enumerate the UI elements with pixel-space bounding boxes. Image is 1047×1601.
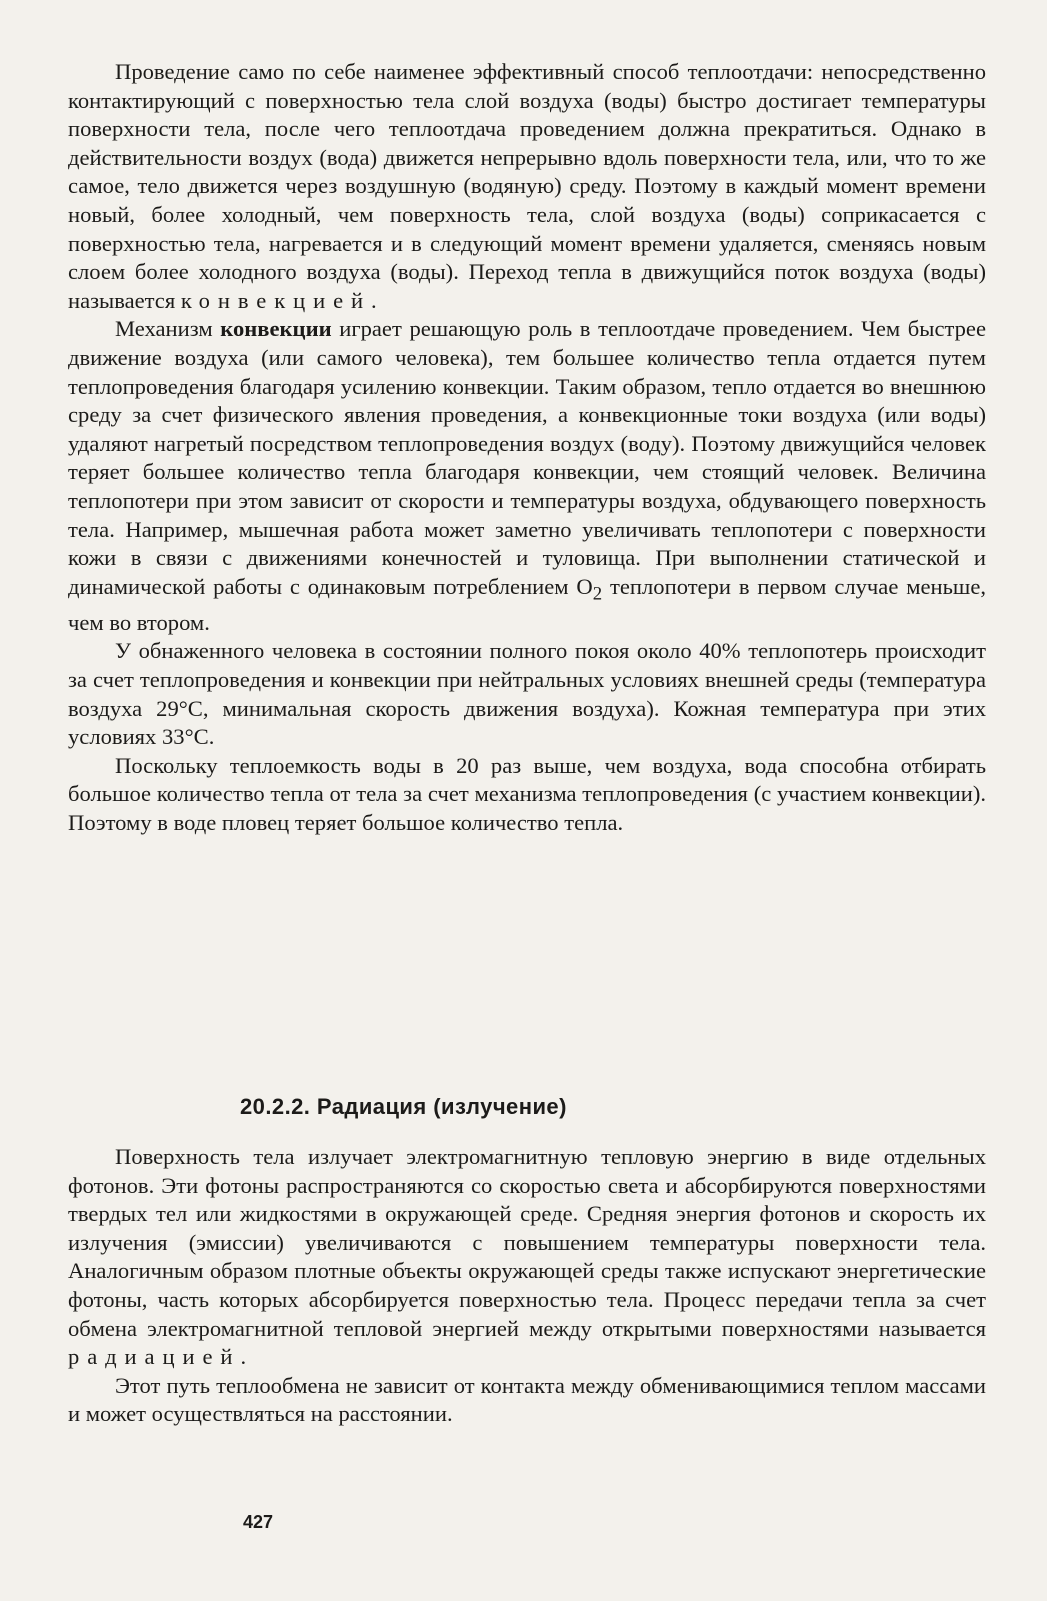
paragraph-conduction — [68, 58, 986, 315]
paragraph-convection-mechanism — [68, 315, 986, 637]
paragraph-naked-human: У обнаженного человека в состоянии полного покоя около 40% теплопотерь происходит за счет теплопроведения и конвекции при нейтральных условиях внешней среды (температура воздуха 29°C, минимальная скорость движения воздуха). Кожная температура при этих условиях 33°C. — [68, 638, 986, 750]
paragraph-water-heat-capacity: Поскольку теплоемкость воды в 20 раз выше, чем воздуха, вода способна отбирать большое количество тепла от тела за счет механизма теплопроведения (с участием конвекции). Поэтому в воде пловец теряет большое количество тепла. — [68, 752, 986, 835]
text-block-bottom — [68, 1143, 986, 1429]
section-heading: 20.2.2. Радиация (излучение) — [240, 1094, 567, 1119]
spaced-term-convection: конвекцией — [180, 287, 372, 313]
paragraph-end: теплопотери в первом случае меньше, чем во втором. — [68, 573, 986, 635]
paragraph-start: Механизм — [115, 316, 221, 342]
paragraph-text: играет решающую роль в теплоотдаче проведением. Чем быстрее движение воздуха (или самого человека), тем большее количество тепла отдается путем теплопроведения благодаря усилению конвекции. Таким образом, тепло отдается во внешнюю среду за счет физического явления проведения, а конвекционные токи воздуха (или воды) удаляют нагретый посредством теплопроведения воздух (воду). Поэтому движущийся человек теряет большее количество тепла благодаря конвекции, чем стоящий человек. Величина теплопотери при этом зависит от скорости и температуры воздуха, обдувающего поверхность тела. Например, мышечная работа может заметно увеличивать теплопотери с поверхности кожи в связи с движениями конечностей и туловища. При выполнении статической и динамической работы с одинаковым потреблением O — [68, 316, 986, 599]
subscript: 2 — [592, 583, 603, 605]
page-number: 427 — [243, 1512, 274, 1532]
paragraph-radiation — [68, 1143, 986, 1372]
paragraph-text: Проведение само по себе наименее эффективный способ теплоотдачи: непосредственно контактирующий с поверхностью тела слой воздуха (воды) быстро достигает температуры поверхности тела, после чего теплоотдача проведением должна прекратиться. Однако в действительности воздух (вода) движется непрерывно вдоль поверхности тела, или, что то же самое, тело движется через воздушную (водяную) среду. Поэтому в каждый момент времени новый, более холодный, чем поверхность тела, слой воздуха (воды) соприкасается с поверхностью тела, нагревается и в следующий момент времени удаляется, сменяясь новым слоем более холодного воздуха (воды). Переход тепла в движущийся поток воздуха (воды) называется — [68, 59, 986, 313]
paragraph-text: Поверхность тела излучает электромагнитную тепловую энергию в виде отдельных фотонов. Эти фотоны распространяются со скоростью света и абсорбируются поверхностями твердых тел или жидкостями в окружающей среде. Средняя энергия фотонов и скорость их излучения (эмиссии) увеличиваются с повышением температуры поверхности тела. Аналогичным образом плотные объекты окружающей среды также испускают энергетические фотоны, часть которых абсорбируется поверхностью тела. Процесс передачи тепла за счет обмена электромагнитной тепловой энергией между открытыми поверхностями называется — [68, 1144, 986, 1341]
paragraph-end: . — [240, 1344, 247, 1370]
paragraph-distance-exchange: Этот путь теплообмена не зависит от контакта между обменивающимися теплом массами и может осуществляться на расстоянии. — [68, 1372, 986, 1427]
spaced-term-radiation: радиацией — [68, 1344, 241, 1370]
text-block-top — [68, 58, 986, 838]
paragraph-end: . — [371, 287, 377, 313]
bold-term-convection: конвекции — [220, 316, 332, 342]
